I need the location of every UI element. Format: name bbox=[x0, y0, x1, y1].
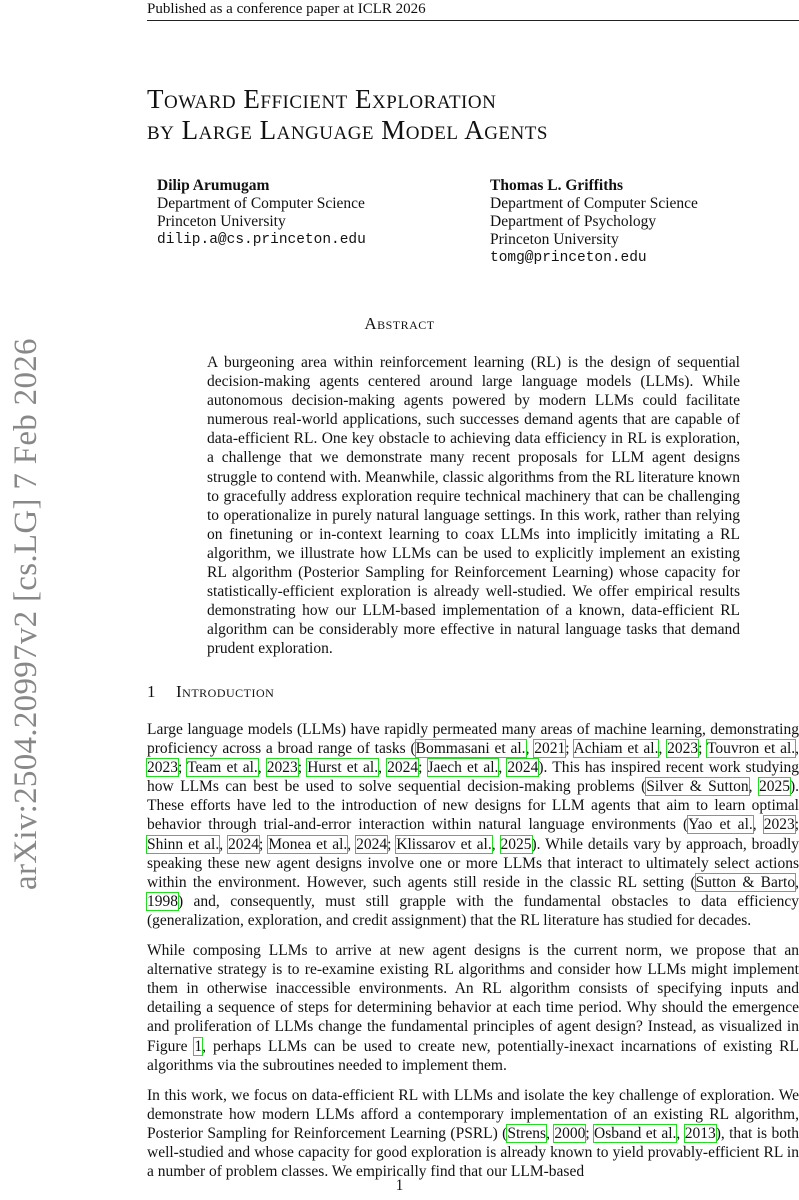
citation-link[interactable]: 2023 bbox=[763, 816, 795, 834]
citation-link[interactable]: Silver & Sutton bbox=[646, 778, 749, 796]
citation-link[interactable]: Achiam et al. bbox=[573, 740, 659, 758]
author-email[interactable]: dilip.a@cs.princeton.edu bbox=[157, 232, 366, 248]
introduction-body bbox=[147, 720, 799, 1192]
text-run: ; bbox=[585, 1124, 595, 1142]
abstract-heading: Abstract bbox=[364, 314, 435, 333]
citation-link[interactable]: Shinn et al. bbox=[147, 835, 220, 853]
citation-link[interactable]: 2024 bbox=[356, 835, 388, 853]
citation-link[interactable]: Jaech et al. bbox=[427, 759, 499, 777]
text-run: , bbox=[795, 740, 799, 758]
page-number: 1 bbox=[395, 1177, 404, 1194]
citation-link[interactable]: Yao et al. bbox=[688, 816, 753, 834]
citation-link[interactable]: 2000 bbox=[554, 1124, 586, 1142]
text-run: ), that is both well-studied and whose capacity for good exploration is already known to yield provably-efficient RL in a number of problem classes. We empirically find that our LLM-based bbox=[147, 1124, 799, 1181]
citation-link[interactable]: 2023 bbox=[667, 740, 699, 758]
paragraph bbox=[147, 1086, 799, 1181]
text-run: , bbox=[347, 835, 357, 853]
citation-link[interactable]: 2025 bbox=[500, 835, 532, 853]
text-run: ). These efforts have led to the introduction of new designs for LLM agents that aim to learn optimal behavior through trial-and-error interaction within natural language environments ( bbox=[147, 778, 799, 834]
text-run: Large language models (LLMs) have rapidly permeated many areas of machine learning, demonstrating proficiency across a broad range of tasks ( bbox=[147, 721, 799, 758]
citation-link[interactable]: 2025 bbox=[758, 778, 790, 796]
text-run: While composing LLMs to arrive at new agent designs is the current norm, we propose that an alternative strategy is to re-examine existing RL algorithms and consider how LLMs might implement them in otherwise inaccessible environments. An RL algorithm consists of specifying inputs and detailing a sequence of steps for determining behavior at each time period. Why should the emergence and proliferation of LLMs change the fundamental principles of agent design? Instead, as visualized in Figure bbox=[147, 942, 799, 1055]
text-run: , bbox=[378, 759, 388, 777]
text-run: ; bbox=[297, 759, 308, 777]
citation-link[interactable]: 2023 bbox=[266, 759, 298, 777]
citation-link[interactable]: Bommasani et al. bbox=[415, 740, 526, 758]
citation-link[interactable]: Monea et al. bbox=[268, 835, 348, 853]
paragraph bbox=[147, 720, 799, 930]
text-run: , bbox=[257, 759, 267, 777]
text-run: ; bbox=[794, 816, 799, 834]
text-run: , bbox=[546, 1124, 555, 1142]
citation-link[interactable]: Klissarov et al. bbox=[396, 835, 492, 853]
citation-link[interactable]: 2024 bbox=[228, 835, 259, 853]
citation-link[interactable]: 2013 bbox=[684, 1124, 716, 1142]
citation-link[interactable]: 2024 bbox=[507, 759, 539, 777]
arxiv-stamp: arXiv:2504.20997v2 [cs.LG] 7 Feb 2026 bbox=[8, 338, 44, 890]
text-run: ; bbox=[259, 835, 269, 853]
text-run: , bbox=[498, 759, 508, 777]
text-run: ; bbox=[178, 759, 188, 777]
running-header: Published as a conference paper at ICLR 2026 bbox=[147, 0, 799, 21]
text-run: , perhaps LLMs can be used to create new, potentially-inexact incarnations of existing RL algorithms via the subroutines needed to implement them. bbox=[147, 1037, 799, 1074]
section-heading: 1 Introduction bbox=[147, 682, 275, 701]
text-run: ; bbox=[698, 740, 707, 758]
citation-link[interactable]: 1 bbox=[194, 1037, 203, 1055]
text-run: , bbox=[219, 835, 228, 853]
author-2: Thomas L. Griffiths Department of Computer Science Department of Psychology Princeton University tomg@princeton.edu bbox=[490, 177, 698, 266]
citation-link[interactable]: 2023 bbox=[147, 759, 178, 777]
citation-link[interactable]: 2021 bbox=[534, 740, 566, 758]
text-run: , bbox=[676, 1124, 685, 1142]
text-run: , bbox=[752, 816, 764, 834]
citation-link[interactable]: Hurst et al. bbox=[307, 759, 379, 777]
text-run: , bbox=[795, 873, 799, 891]
paragraph bbox=[147, 941, 799, 1075]
text-run: , bbox=[491, 835, 501, 853]
citation-link[interactable]: 1998 bbox=[147, 892, 178, 910]
text-run: ). While details vary by approach, broadly speaking these new agent designs involve one or more LLMs that interact to ultimately select actions within the environment. However, such agents still reside in the classic RL setting ( bbox=[147, 835, 799, 891]
paper-title: Toward Efficient Exploration by Large Language Model Agents bbox=[147, 84, 548, 145]
author-1: Dilip Arumugam Department of Computer Science Princeton University dilip.a@cs.princeton.edu bbox=[157, 177, 366, 248]
citation-link[interactable]: Touvron et al. bbox=[706, 740, 796, 758]
text-run: ; bbox=[565, 740, 574, 758]
abstract-text: A burgeoning area within reinforcement learning (RL) is the design of sequential decision-making agents centered around large language models (LLMs). While autonomous decision-making agents powered by modern LLMs could facilitate numerous real-world applications, such successes demand agents that are capable of data-efficient RL. One key obstacle to achieving data efficiency in RL is exploration, a challenge that we demonstrate many recent proposals for LLM agent designs struggle to contend with. Meanwhile, classic algorithms from the RL literature known to gracefully address exploration require technical machinery that can be challenging to operationalize in purely natural language settings. In this work, rather than relying on finetuning or in-context learning to coax LLMs into implicitly imitating a RL algorithm, we illustrate how LLMs can be used to explicitly implement an existing RL algorithm (Posterior Sampling for Reinforcement Learning) whose capacity for statistically-efficient exploration is already well-studied. We offer empirical results demonstrating how our LLM-based implementation of a known, data-efficient RL algorithm can be considerably more effective in natural language tasks that demand prudent exploration. bbox=[207, 354, 740, 658]
text-run: , bbox=[748, 778, 759, 796]
citation-link[interactable]: 2024 bbox=[387, 759, 419, 777]
text-run: ) and, consequently, must still grapple with the fundamental obstacles to data efficiency (generalization, exploration, and credit assignment) that the RL literature has studied for decades. bbox=[147, 892, 799, 929]
citation-link[interactable]: Team et al. bbox=[187, 759, 258, 777]
text-run: , bbox=[658, 740, 668, 758]
citation-link[interactable]: Strens bbox=[507, 1124, 547, 1142]
text-run: ; bbox=[418, 759, 428, 777]
text-run: ; bbox=[387, 835, 397, 853]
text-run: ). This has inspired recent work studying how LLMs can best be used to solve sequential decision-making problems ( bbox=[147, 759, 799, 796]
citation-link[interactable]: Sutton & Barto bbox=[695, 873, 796, 891]
author-email[interactable]: tomg@princeton.edu bbox=[490, 250, 647, 266]
text-run: In this work, we focus on data-efficient RL with LLMs and isolate the key challenge of exploration. We demonstrate how modern LLMs afford a contemporary implementation of an existing RL algorithm, Posterior Sampling for Reinforcement Learning (PSRL) ( bbox=[147, 1086, 799, 1142]
citation-link[interactable]: Osband et al. bbox=[594, 1124, 677, 1142]
text-run: , bbox=[525, 740, 535, 758]
